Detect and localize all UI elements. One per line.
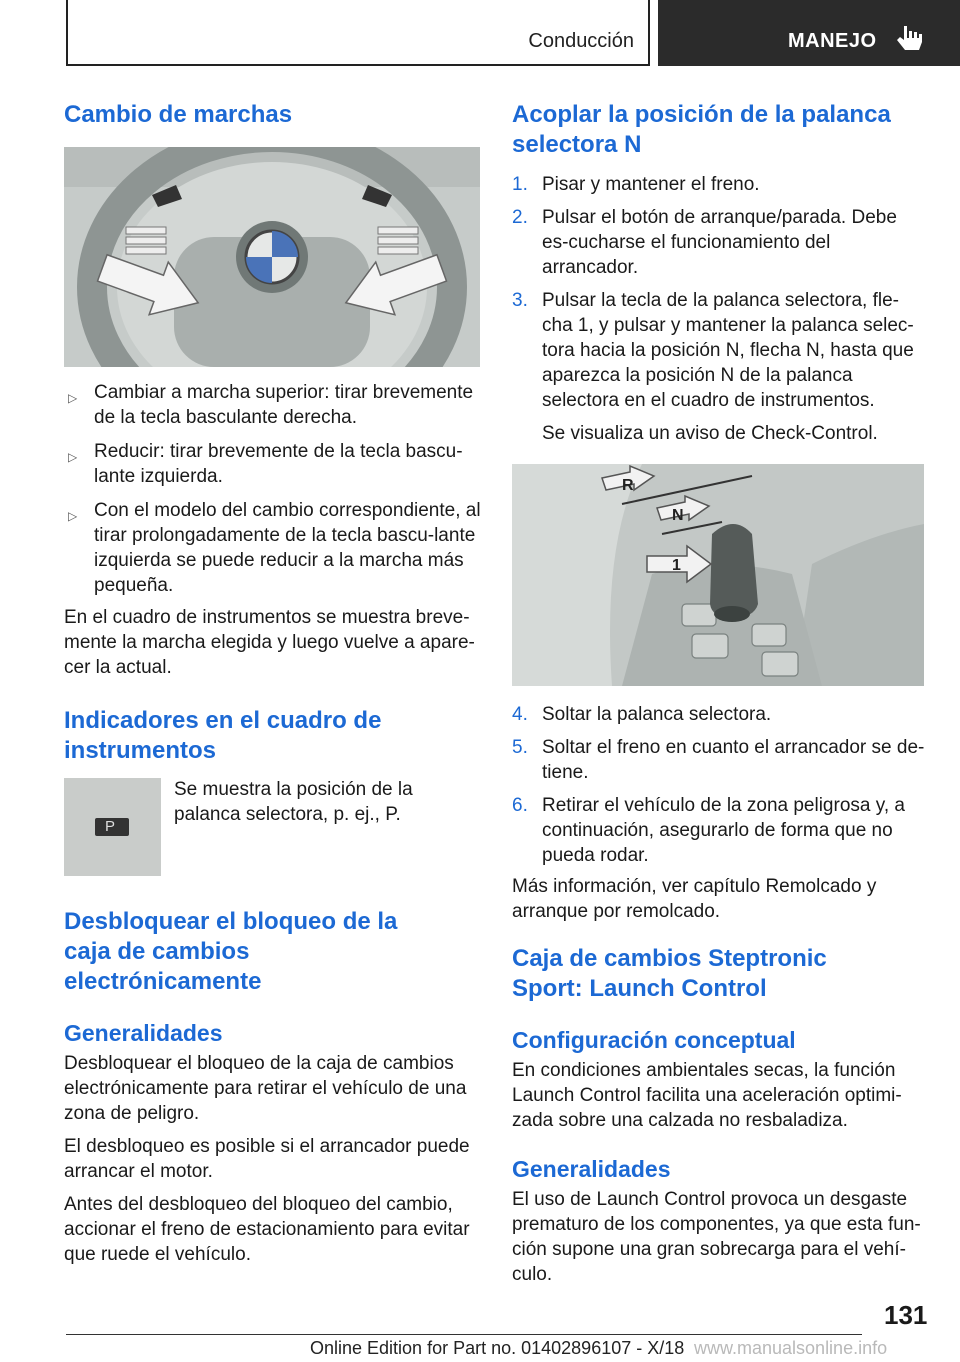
bullet-triangle-icon: ▷ [68,509,78,523]
heading-desbloquear: Desbloquear el bloqueo de la caja de cambios electrónicamente [64,908,398,995]
right-column [512,100,928,1287]
paragraph-generalidades-2: El desbloqueo es posible si el arrancador puede arrancar el motor. [64,1136,470,1182]
heading-caja-de-cambios: Caja de cambios Steptronic Sport: Launch Control [512,945,827,1002]
pointing-hand-icon [896,24,924,54]
figure-label-r: R [622,477,634,494]
list-item: 6. Retirar el vehículo de la zona peligrosa y, a continuación, asegurarlo de forma que no pueda rodar. [512,795,905,866]
header-chapter-box [658,0,960,66]
indicator-letter-p: P [105,818,116,835]
list-item: 2. Pulsar el botón de arranque/parada. Debe es-cucharse el funcionamiento del arrancador. [512,207,897,278]
list-item: ▷ Reducir: tirar brevemente de la tecla bascu-lante izquierda. [68,441,463,487]
heading-indicadores: Indicadores en el cuadro de instrumentos [64,707,382,764]
figure-label-n: N [672,507,684,524]
list-item: 3. Pulsar la tecla de la palanca selectora, fle-cha 1, y pulsar y mantener la palanca selec-tora hacia la posición N, flecha N, hasta que aparezca la posición N de la palanca selectora en el cuadro de instrumentos. [512,290,914,411]
paragraph-generalidades-3: Antes del desbloqueo del bloqueo del cambio, accionar el freno de estacionamiento para evitar que ruede el vehículo. [64,1194,470,1265]
indicator-figure [64,778,161,876]
heading-configuracion: Configuración conceptual [512,1027,796,1053]
header-section-box [66,0,650,66]
heading-cambio-de-marchas: Cambio de marchas [64,101,293,128]
steps-list-a [512,172,928,413]
paragraph-configuracion: En condiciones ambientales secas, la función Launch Control facilita una aceleración optimi-zada sobre una calzada no resbaladiza. [512,1060,902,1131]
footer-divider [66,1334,862,1335]
header-section-title: Conducción [528,30,634,52]
steps-list-b [512,702,928,868]
paragraph-generalidades-1: Desbloquear el bloqueo de la caja de cambios electrónicamente para retirar el vehículo de una zona de peligro. [64,1053,467,1124]
heading-generalidades: Generalidades [64,1020,223,1046]
paragraph-indicadores: Se muestra la posición de la palanca selectora, p. ej., P. [174,779,413,825]
indicator-block [64,778,482,878]
paragraph-generalidades-launch: El uso de Launch Control provoca un desgaste prematuro de los componentes, ya que esta fun-ción supone una gran sobrecarga para el vehí-culo. [512,1189,921,1285]
list-item: 1. Pisar y mantener el freno. [512,174,760,195]
list-item: 4. Soltar la palanca selectora. [512,704,772,725]
list-item: 5. Soltar el freno en cuanto el arrancador se de-tiene. [512,737,925,783]
list-item: ▷ Con el modelo del cambio correspondiente, al tirar prolongadamente de la tecla bascu-lante izquierda se puede reducir a la marcha más pequeña. [68,500,481,596]
heading-acoplar: Acoplar la posición de la palanca selectora N [512,101,891,158]
footer-edition: Online Edition for Part no. 01402896107 - X/18 [310,1338,685,1358]
footer-watermark: www.manualsonline.info [694,1338,888,1358]
paragraph-mas-informacion: Más información, ver capítulo Remolcado y arranque por remolcado. [512,876,877,922]
left-column [64,100,482,1267]
page-number: 131 [884,1300,928,1330]
paragraph-cuadro: En el cuadro de instrumentos se muestra breve-mente la marcha elegida y luego vuelve a apare-cer la actual. [64,607,475,678]
list-item: ▷ Cambiar a marcha superior: tirar brevemente de la tecla basculante derecha. [68,382,474,428]
header-chapter-title: MANEJO [788,30,877,52]
bullet-triangle-icon: ▷ [68,391,78,405]
gear-change-list [64,380,482,598]
step3-note: Se visualiza un aviso de Check-Control. [542,423,878,444]
heading-generalidades-2: Generalidades [512,1156,671,1182]
bullet-triangle-icon: ▷ [68,450,78,464]
gear-selector-figure [512,464,924,686]
figure-label-1: 1 [672,557,681,574]
steering-wheel-figure [64,147,480,367]
